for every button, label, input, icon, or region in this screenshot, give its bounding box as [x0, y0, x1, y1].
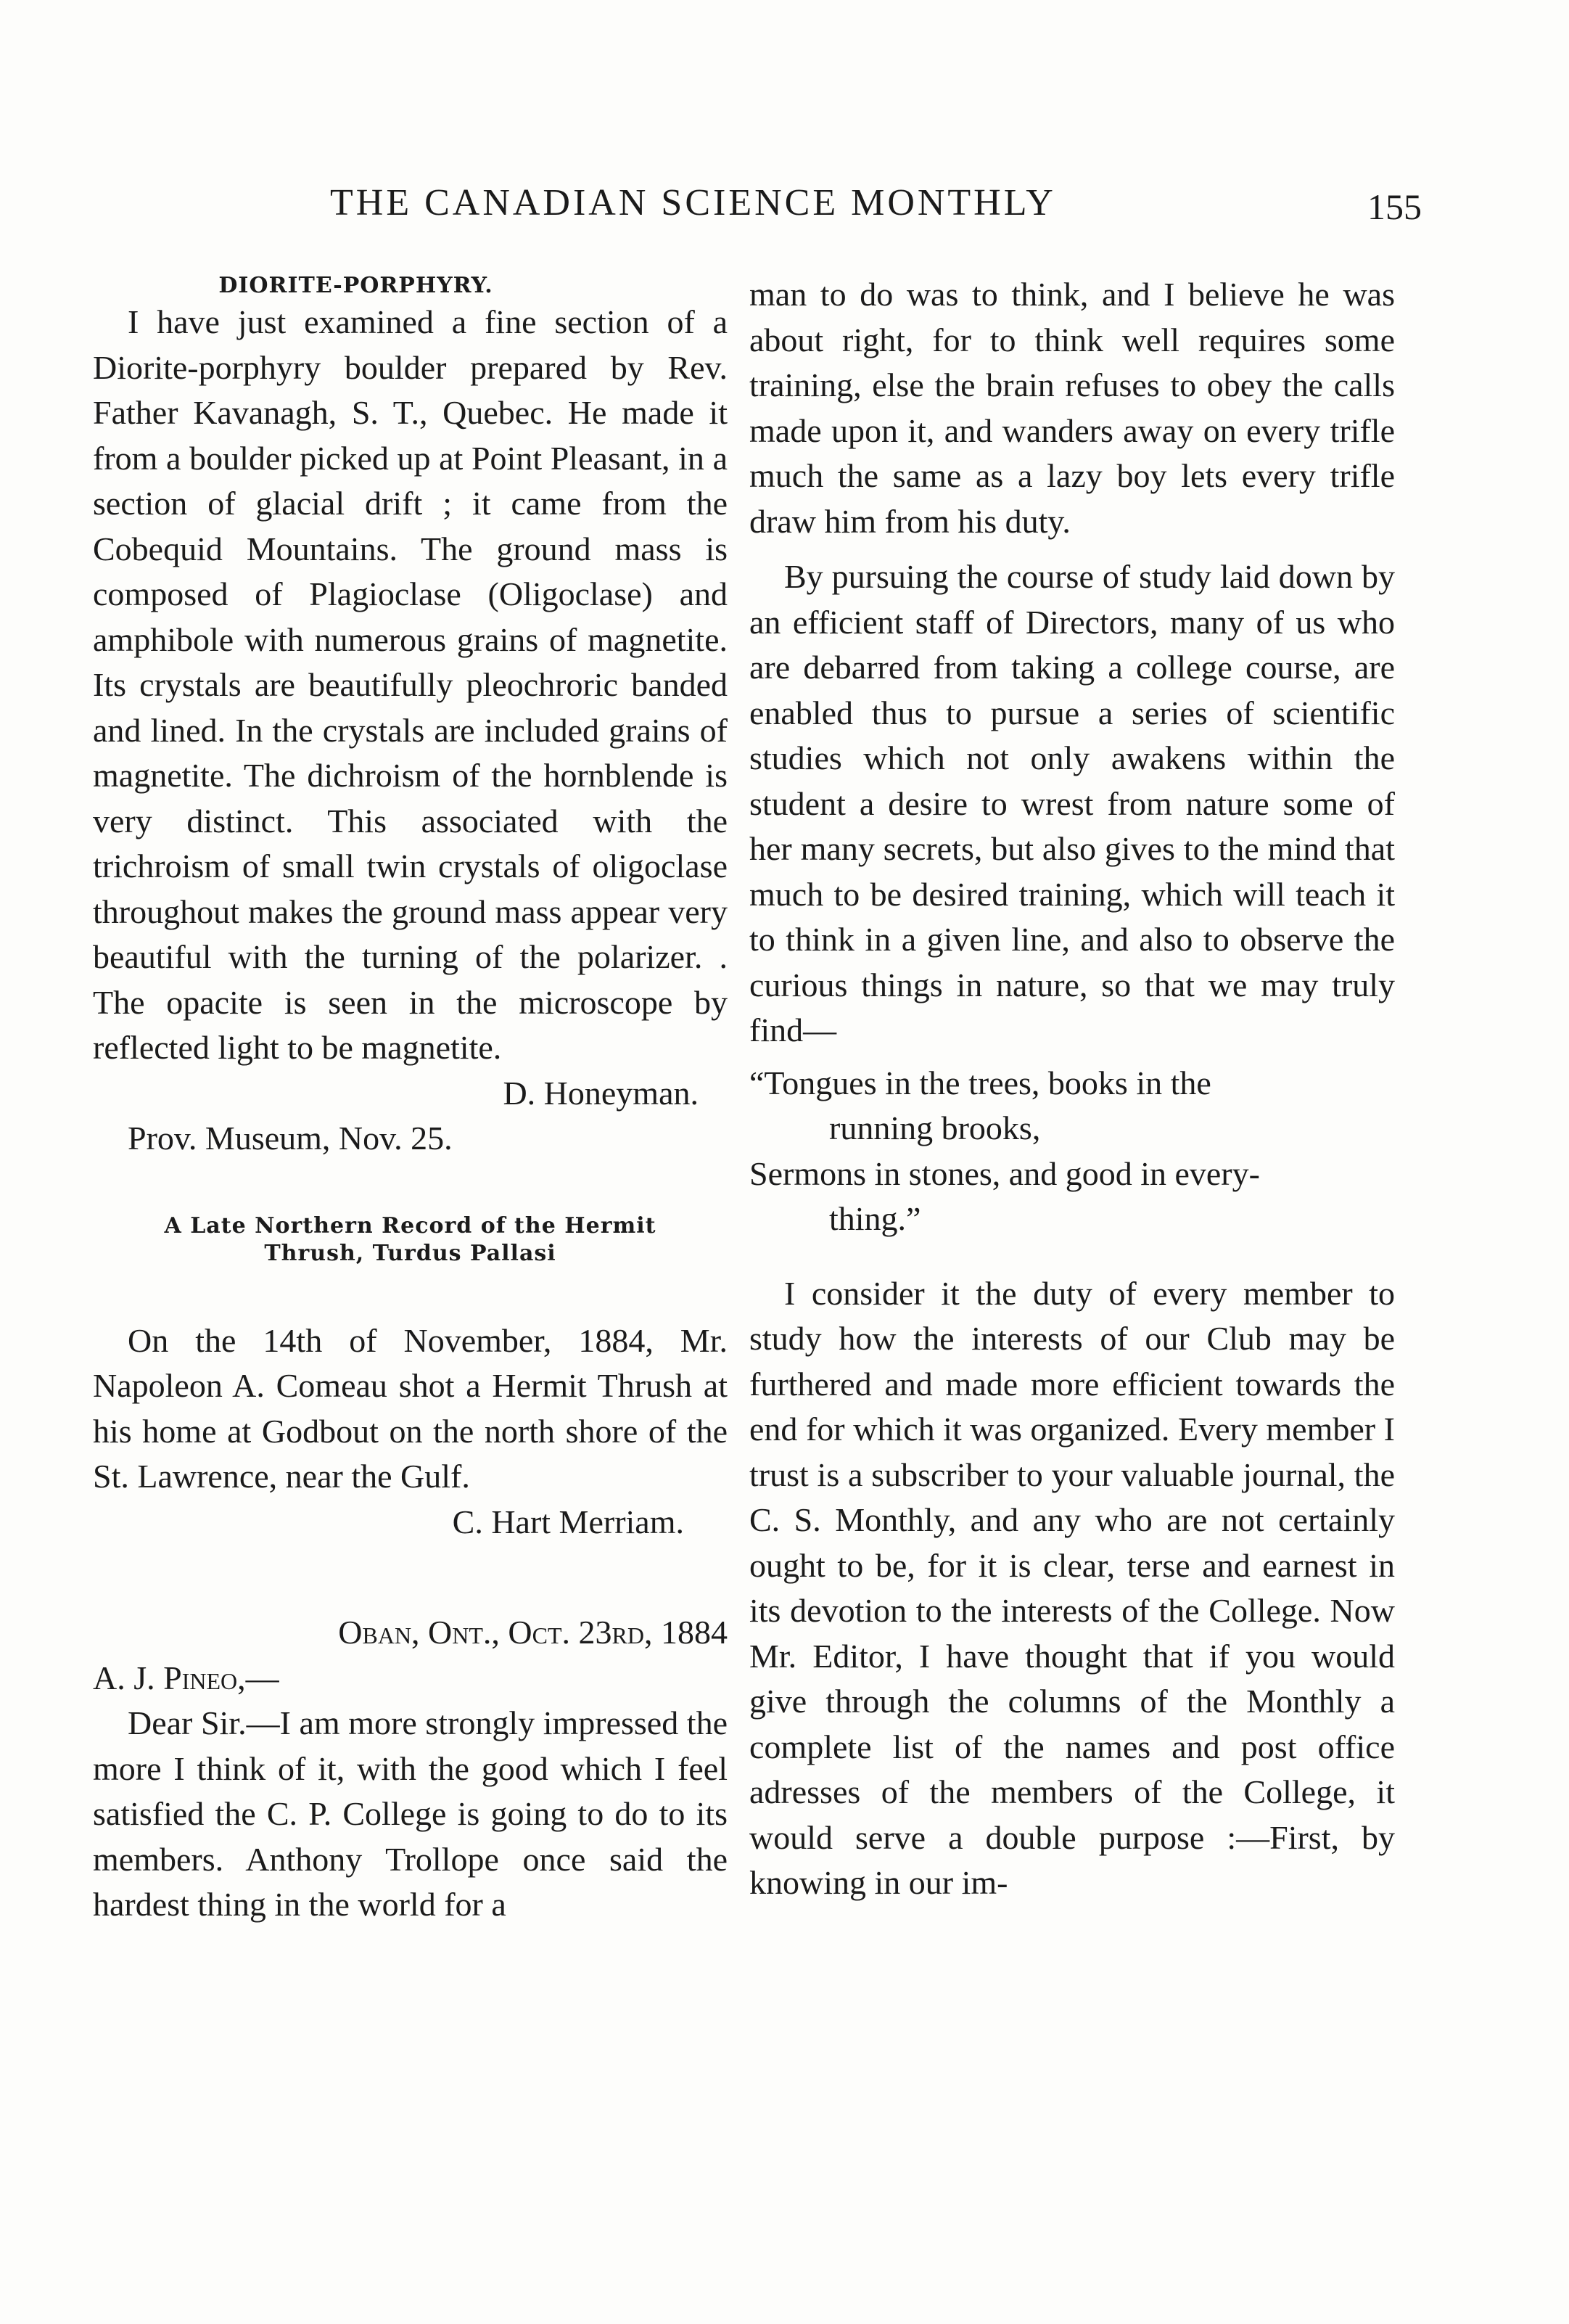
- page-header: [94, 181, 1473, 239]
- place-date: Prov. Museum, Nov. 25.: [128, 1120, 453, 1157]
- quote-line-2-cont: thing.”: [829, 1200, 921, 1237]
- right-column: [749, 272, 1395, 1906]
- quote-line-1: “Tongues in the trees, books in the: [749, 1064, 1211, 1101]
- letter-body: Dear Sir.—I am more strongly impressed the more I think of it, with the good which I feel satisfied the C. P. College is going to do to its members. Anthony Trollope once said the hardest thing in the world for a: [93, 1704, 728, 1923]
- running-title: THE CANADIAN SCIENCE MONTHLY: [330, 182, 1056, 223]
- quote-line-2: Sermons in stones, and good in every-: [749, 1154, 1260, 1192]
- article-body-thrush: On the 14th of November, 1884, Mr. Napoleon A. Comeau shot a Hermit Thrush at his home at Godbout on the north shore of the St. Lawrence, near the Gulf.: [93, 1321, 728, 1495]
- left-column: [93, 272, 728, 1928]
- letter-addressee: A. J. Pineo,—: [93, 1659, 279, 1696]
- article-body-diorite: I have just examined a fine section of a Diorite-porphyry boulder prepared by Rev. Father Kavanagh, S. T., Quebec. He made it from a boulder picked up at Point Pleasant, in a section of glacial drift ; it came from the Cobequid Mountains. The ground mass is composed of Plagioclase (Oligoclase) and amphibole with numerous grains of magnetite. Its crystals are beautifully pleochroric banded and lined. In the crystals are included grains of magnetite. The dichroism of the hornblende is very distinct. This associated with the trichroism of small twin crystals of oligoclase throughout makes the ground mass appear very beautiful with the turning of the polarizer. . The opacite is seen in the microscope by reflected light to be magnetite.: [93, 303, 728, 1066]
- page-number: 155: [1367, 186, 1422, 227]
- paragraph-3: I consider it the duty of every member to study how the interests of our Club may be furthered and made more efficient towards the end for which it was organized. Every member I trust is a subscriber to your valuable journal, the C. S. Monthly, and any who are not certainly ought to be, for it is clear, terse and earnest in its devotion to the interests of the College. Now Mr. Editor, I have thought that if you would give through the columns of the Monthly a complete list of the names and post office adresses of the members of the College, it would serve a double purpose :—First, by knowing in our im-: [749, 1274, 1395, 1901]
- signature-honeyman: D. Honeyman.: [503, 1074, 699, 1112]
- signature-merriam: C. Hart Merriam.: [452, 1503, 684, 1540]
- article-title-diorite: DIORITE-PORPHYRY.: [218, 273, 493, 298]
- quote-line-1-cont: running brooks,: [829, 1109, 1041, 1146]
- letter-dateline: Oban, Ont., Oct. 23rd, 1884: [338, 1614, 728, 1651]
- article-title-thrush-line1: A Late Northern Record of the Hermit: [164, 1212, 656, 1239]
- paragraph-1: man to do was to think, and I believe he was about right, for to think well requires some training, else the brain refuses to obey the calls made upon it, and wanders away on every trifle much the same as a lazy boy lets every trifle draw him from his duty.: [749, 276, 1395, 540]
- article-title-thrush-line2: Thrush, Turdus Pallasi: [264, 1240, 556, 1266]
- paragraph-2: By pursuing the course of study laid down by an efficient staff of Directors, many of us who are debarred from taking a college course, are enabled thus to pursue a series of scientific studies which not only awakens within the student a desire to wrest from nature some of her many secrets, but also gives to the mind that much to be desired training, which will teach it to think in a given line, and also to observe the curious things in nature, so that we may truly find—: [749, 558, 1395, 1048]
